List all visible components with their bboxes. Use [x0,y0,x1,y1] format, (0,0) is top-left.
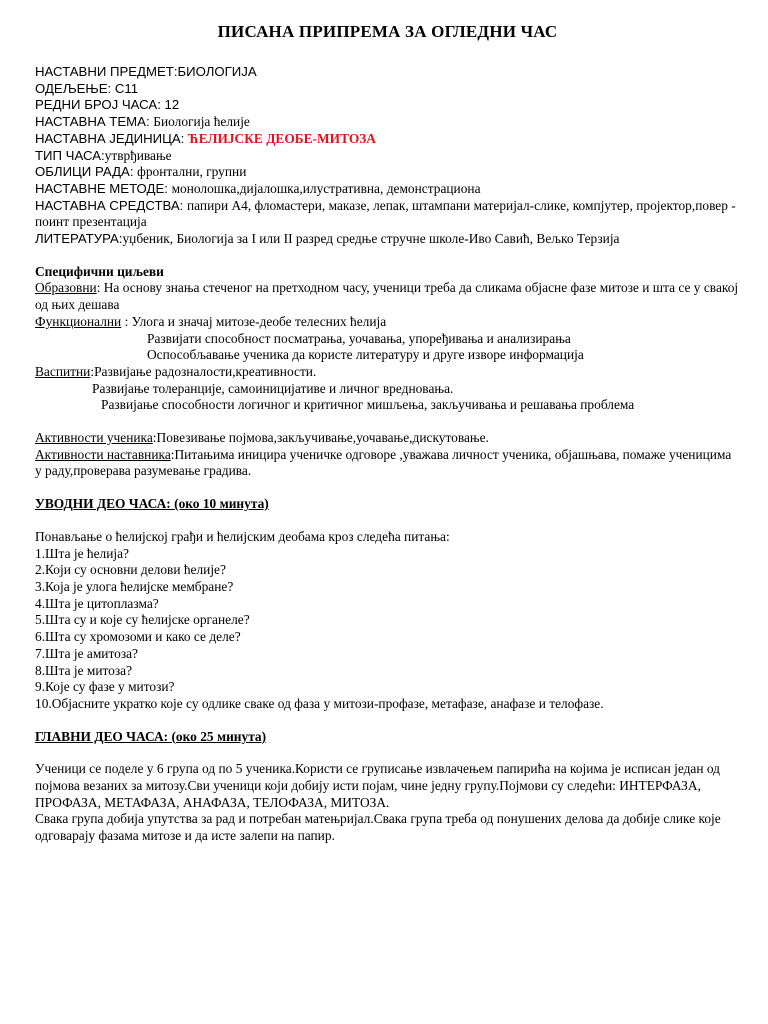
forms-row [35,164,740,181]
intro-heading: УВОДНИ ДЕО ЧАСА: (око 10 минута) [35,496,269,512]
document-title: ПИСАНА ПРИПРЕМА ЗА ОГЛЕДНИ ЧАС [217,22,558,41]
student-activities-label: Активности ученика [35,430,153,446]
functional-goal-3: Оспособљавање ученика да користе литературу и друге изворе информација [147,347,584,363]
upbringing-label: Васпитни [35,363,91,379]
functional-goal-2: Развијати способност посматрања, уочавања, упоређивања и анализирања [147,330,571,346]
upbringing-text: :Развијање радозналости,креативности. [90,363,317,379]
class-row [35,81,740,98]
lesson-number-row [35,97,740,114]
intro-section [35,496,740,712]
student-activities [35,430,740,447]
educational-goal [35,280,740,313]
main-section [35,729,740,845]
header-info [35,64,740,248]
question-item: 1.Шта је ћелија? [35,545,129,561]
means-label: НАСТАВНА СРЕДСТВА: [35,197,187,213]
unit-value: ЋЕЛИЈСКЕ ДЕОБЕ-МИТОЗА [188,130,376,146]
question-item: 2.Који су основни делови ћелије? [35,562,226,578]
literature-row [35,231,740,248]
functional-goal-1 [35,314,740,331]
main-heading: ГЛАВНИ ДЕО ЧАСА: (око 25 минута) [35,728,267,744]
main-paragraph-1: Ученици се поделе у 6 група од по 5 ученика.Користи се груписање извлачењем папирића на којима је исписан један од појмова везаних за митозу.Сви ученици који добију исти појам, чине једну групу.Појмови су следећи: ИНТЕРФАЗА, ПРОФАЗА, МЕТАФАЗА, АНАФАЗА, ТЕЛОФАЗА, МИТОЗА. [35,761,720,810]
question-item: 6.Шта су хромозоми и како се деле? [35,629,241,645]
topic-value: Биологија ћелије [153,114,250,130]
class-value: С11 [114,80,139,96]
functional-label: Функционални [35,313,122,329]
question-item: 9.Које су фазе у митози? [35,679,175,695]
type-value: утврђивање [104,147,172,163]
teacher-activities-label: Активности наставника [35,446,171,462]
subject-value: БИОЛОГИЈА [177,64,257,79]
intro-lead: Понављање о ћелијској грађи и ћелијским деобама кроз следећа питања: [35,528,450,544]
upbringing-goal-2: Развијање толеранције, самоиницијативе и личног вредновања. [92,380,454,396]
unit-row [35,131,740,148]
type-row [35,148,740,165]
question-item: 7.Шта је амитоза? [35,645,138,661]
methods-value: монолошка,дијалошка,илустративна, демонстрациона [171,180,481,196]
class-label: ОДЕЉЕЊЕ: [35,80,115,96]
educational-label: Образовни [35,280,97,296]
subject-label: НАСТАВНИ ПРЕДМЕТ: [35,64,178,79]
activities-section [35,430,740,480]
teacher-activities [35,447,740,480]
goals-section [35,264,740,414]
lesson-number-value: 12 [164,97,180,113]
topic-label: НАСТАВНА ТЕМА: [35,114,154,130]
educational-text: : На основу знања стеченог на претходном часу, ученици треба да сликама објасне фазе митозе и шта се у свакој од њих дешава [35,280,739,313]
means-value: папири А4, фломастери, маказе, лепак, штампани материјал-слике, компјутер, пројектор,повер - поинт презентација [35,197,736,230]
type-label: ТИП ЧАСА: [35,147,105,163]
literature-label: ЛИТЕРАТУРА: [35,231,123,247]
unit-label: НАСТАВНА ЈЕДИНИЦА: [35,130,188,146]
upbringing-goal-3: Развијање способности логичног и критичног мишљења, закључивања и решавања проблема [101,397,635,413]
question-item: 3.Која је улога ћелијске мембране? [35,578,234,594]
methods-row [35,181,740,198]
question-item: 5.Шта су и које су ћелијске органеле? [35,612,250,628]
forms-value: фронтални, групни [137,164,247,180]
question-item: 4.Шта је цитоплазма? [35,595,159,611]
literature-value: уџбеник, Биологија за I или II разред средње стручне школе-Иво Савић, Вељко Терзија [122,231,620,247]
means-row [35,198,740,231]
subject-row [35,64,740,81]
functional-text: : Улога и значај митозе-деобе телесних ћелија [121,313,387,329]
question-item: 10.Објасните укратко које су одлике сваке од фаза у митози-профазе, метафазе, анафазе и телофазе. [35,695,604,711]
main-paragraph-2: Свака група добија упутства за рад и потребан матењријал.Свака група треба од понушених делова да добије слике које одговарају фазама митозе и да исте залепи на папир. [35,811,721,844]
methods-label: НАСТАВНЕ МЕТОДЕ: [35,180,172,196]
upbringing-goal-1 [35,364,740,381]
student-activities-text: :Повезивање појмова,закључивање,уочавање,дискутовање. [152,430,489,446]
question-item: 8.Шта је митоза? [35,662,133,678]
document-page [35,22,740,845]
lesson-number-label: РЕДНИ БРОЈ ЧАСА: [35,97,165,113]
topic-row [35,114,740,131]
forms-label: ОБЛИЦИ РАДА: [35,164,138,180]
teacher-activities-text: :Питањима иницира ученичке одговоре ,уважава личност ученика, објашњава, помаже ученицима у раду,проверава разумевање градива. [35,446,732,479]
goals-heading: Специфични циљеви [35,263,164,279]
